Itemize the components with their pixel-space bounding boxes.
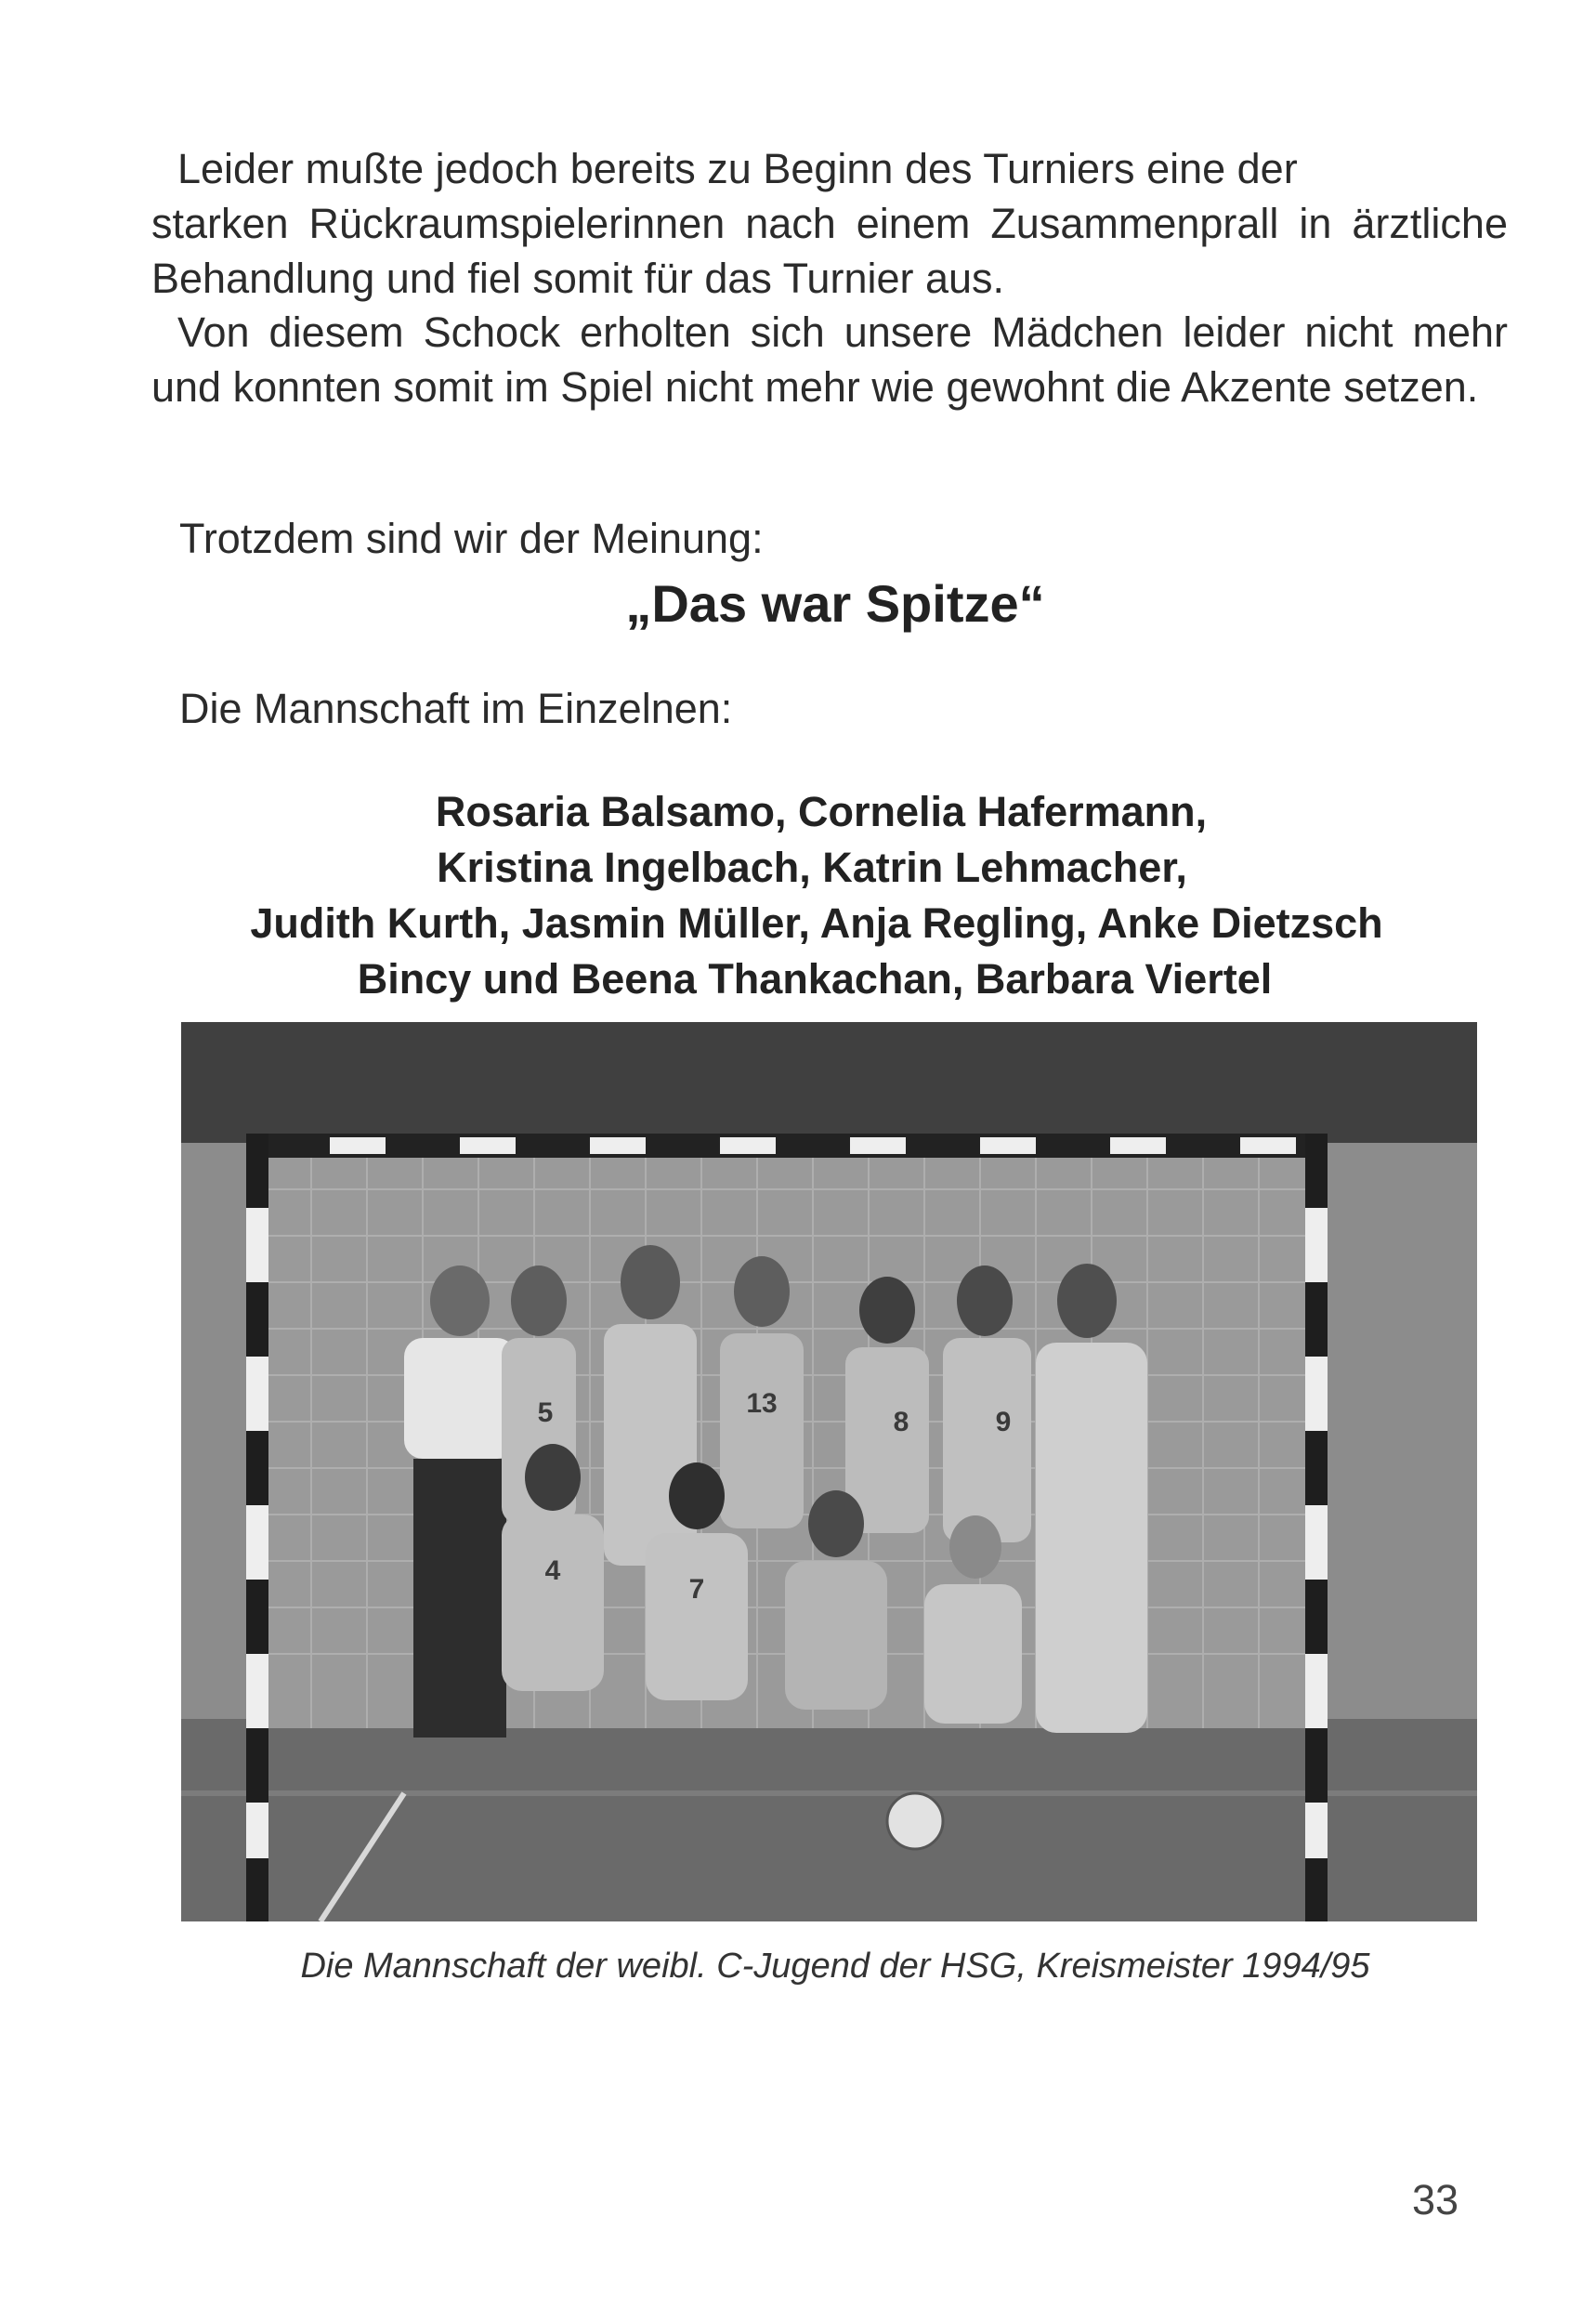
- photo-caption-text: Die Mannschaft der weibl. C-Jugend der HSG, Kreismeister 1994/95: [300, 1947, 1370, 1986]
- paragraph-line: ärztliche Behandlung und fiel somit für das Turnier aus.: [151, 200, 1508, 302]
- page-number: 33: [1411, 2176, 1459, 2223]
- jersey-number: 13: [746, 1388, 778, 1419]
- jersey-number: 8: [893, 1407, 909, 1437]
- photo-caption: [0, 1944, 1596, 1988]
- jersey-number: 7: [688, 1574, 705, 1605]
- jersey-number: 5: [537, 1397, 554, 1428]
- roster-line: Rosaria Balsamo, Cornelia Hafermann,: [435, 788, 1208, 835]
- paragraph-line: starken Rückraumspielerinnen nach einem Zusammenprall in: [151, 200, 1332, 247]
- jersey-number: 4: [544, 1555, 561, 1586]
- jersey-number: 9: [995, 1407, 1012, 1437]
- team-roster: [0, 784, 1596, 1007]
- team-photo: [181, 1022, 1477, 1921]
- motto-text: „Das war Spitze“: [625, 574, 1045, 633]
- roster-line: Kristina Ingelbach, Katrin Lehmacher,: [437, 844, 1187, 891]
- paragraph-shock: Von diesem Schock erholten sich unsere Mädchen leider nicht mehr und konnten somit im Spiel nicht mehr wie gewohnt die Akzente setzen.: [151, 308, 1508, 411]
- opinion-intro: Trotzdem sind wir der Meinung:: [179, 515, 764, 562]
- team-photo-illustration: [181, 1022, 1477, 1921]
- roster-line: Judith Kurth, Jasmin Müller, Anja Regling, Anke Dietzsch: [250, 899, 1383, 947]
- motto-heading: [0, 572, 1596, 636]
- paragraph-injury: [151, 141, 1508, 306]
- paragraph-line: Leider mußte jedoch bereits zu Beginn des Turniers eine der: [177, 145, 1298, 192]
- team-intro: Die Mannschaft im Einzelnen:: [179, 685, 733, 732]
- roster-line: Bincy und Beena Thankachan, Barbara Viertel: [357, 955, 1273, 1003]
